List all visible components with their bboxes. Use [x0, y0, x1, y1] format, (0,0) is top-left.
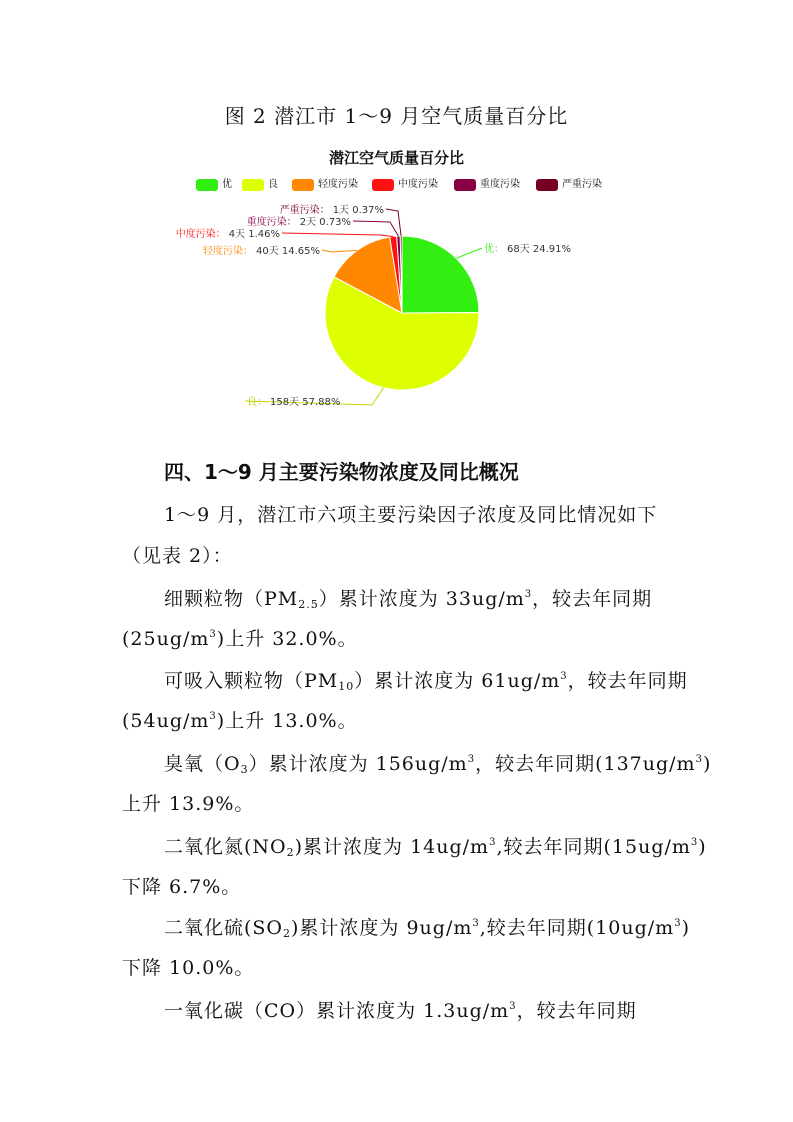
legend-label-light-pollution: 轻度污染: [318, 179, 358, 190]
legend-label-heavy-pollution: 重度污染: [480, 179, 520, 190]
pm10-mid: ）累计浓度为 61ug/m: [354, 670, 561, 692]
no2-superscript: 3: [489, 837, 497, 848]
so2-line-1: [164, 913, 726, 940]
data-label-severe-pollution: [280, 203, 384, 216]
data-label-value-moderate-pollution: 4天 1.46%: [228, 229, 280, 240]
so2-subscript: 2: [283, 927, 292, 940]
pm25-superscript: 3: [524, 589, 533, 600]
so2-superscript-2: 3: [674, 918, 682, 929]
legend-swatch-moderate-pollution: [372, 179, 394, 191]
pm25-line2-post: )上升 32.0%。: [216, 628, 358, 650]
pm10-line-2: [122, 706, 684, 733]
pm25-subscript: 2.5: [298, 598, 319, 611]
pm10-line2-pre: (54ug/m: [122, 710, 210, 732]
pm25-line-1: [164, 584, 726, 611]
data-label-value-good: 158天 57.88%: [270, 397, 341, 408]
data-label-value-severe-pollution: 1天 0.37%: [332, 205, 384, 216]
chart-title: 潜江空气质量百分比: [328, 149, 464, 167]
legend-item-moderate-pollution[interactable]: [372, 177, 438, 193]
legend-item-severe-pollution[interactable]: [536, 177, 602, 193]
pm10-pre: 可吸入颗粒物（PM: [164, 670, 339, 692]
legend-item-heavy-pollution[interactable]: [454, 177, 520, 193]
no2-line-2: 下降 6.7%。: [122, 876, 242, 898]
so2-pre: 二氧化硫(SO: [164, 917, 284, 939]
o3-line-2: 上升 13.9%。: [122, 793, 255, 815]
o3-post-2: ): [702, 753, 712, 775]
pm25-pre: 细颗粒物（PM: [164, 588, 299, 610]
figure-caption: 图 2 潜江市 1～9 月空气质量百分比: [224, 104, 569, 128]
no2-superscript-2: 3: [690, 837, 699, 848]
data-label-light-pollution: [203, 244, 320, 257]
legend-swatch-excellent: [196, 179, 218, 191]
data-label-category-good: 良：: [247, 397, 267, 408]
so2-superscript: 3: [472, 918, 480, 929]
pm25-line2-pre: (25ug/m: [122, 628, 210, 650]
co-superscript: 3: [509, 1001, 517, 1012]
legend-swatch-light-pollution: [292, 179, 314, 191]
data-label-excellent: [484, 242, 571, 255]
pm10-post: ，较去年同期: [567, 670, 688, 692]
section-heading: 四、1～9 月主要污染物浓度及同比概况: [164, 460, 519, 484]
leader-line-heavy-pollution: [353, 221, 398, 236]
data-label-value-excellent: 68天 24.91%: [507, 244, 572, 255]
so2-mid: )累计浓度为 9ug/m: [291, 917, 473, 939]
pie-slices: [325, 236, 479, 390]
pm10-line2-post: )上升 13.0%。: [216, 710, 358, 732]
so2-post-2: ): [681, 917, 690, 939]
co-line-1: [164, 996, 726, 1023]
o3-line-1: [164, 749, 726, 776]
legend-swatch-heavy-pollution: [454, 179, 476, 191]
legend-label-good: 良: [268, 179, 278, 190]
intro-line-1: 1～9 月，潜江市六项主要污染因子浓度及同比情况如下: [164, 504, 658, 526]
legend-swatch-good: [242, 179, 264, 191]
data-label-category-severe-pollution: 严重污染：: [279, 205, 330, 216]
o3-pre: 臭氧（O: [164, 753, 241, 775]
o3-superscript-2: 3: [695, 754, 703, 765]
co-pre: 一氧化碳（CO）累计浓度为 1.3ug/m: [164, 1000, 510, 1022]
pm25-mid: ）累计浓度为 33ug/m: [318, 588, 525, 610]
data-label-moderate-pollution: [176, 227, 280, 240]
legend-label-excellent: 优: [222, 179, 232, 190]
no2-pre: 二氧化氮(NO: [164, 836, 287, 858]
no2-post: ,较去年同期(15ug/m: [496, 836, 691, 858]
intro-line-2: （见表 2）：: [122, 545, 233, 567]
no2-post-2: ): [698, 836, 707, 858]
pie-chart: [0, 195, 793, 420]
legend-item-light-pollution[interactable]: [292, 177, 358, 193]
pm25-post: ，较去年同期: [532, 588, 653, 610]
legend-swatch-severe-pollution: [536, 179, 558, 191]
data-label-category-excellent: 优：: [484, 244, 504, 255]
data-label-category-light-pollution: 轻度污染：: [202, 246, 253, 257]
chart-legend[interactable]: [196, 177, 636, 193]
pm25-line-2: [122, 624, 684, 651]
so2-line-2: 下降 10.0%。: [122, 957, 255, 979]
data-label-value-light-pollution: 40天 14.65%: [255, 246, 320, 257]
leader-line-light-pollution: [322, 250, 357, 252]
co-post: ，较去年同期: [516, 1000, 637, 1022]
data-label-good: [247, 395, 340, 408]
leader-line-moderate-pollution: [282, 233, 393, 237]
pm25-line2-superscript: 3: [209, 629, 217, 640]
no2-line-1: [164, 832, 726, 859]
pm10-line2-superscript: 3: [209, 711, 217, 722]
legend-label-moderate-pollution: 中度污染: [398, 179, 438, 190]
no2-subscript: 2: [286, 846, 295, 859]
no2-mid: )累计浓度为 14ug/m: [294, 836, 490, 858]
o3-subscript: 3: [240, 763, 249, 776]
o3-superscript: 3: [467, 754, 476, 765]
pm10-line-1: [164, 666, 726, 693]
pie-slice-excellent[interactable]: [402, 236, 479, 313]
data-label-heavy-pollution: [247, 215, 351, 228]
o3-post: ，较去年同期(137ug/m: [475, 753, 696, 775]
leader-line-severe-pollution: [386, 209, 401, 236]
legend-item-excellent[interactable]: [196, 177, 232, 193]
pm10-subscript: 10: [338, 680, 355, 693]
data-label-value-heavy-pollution: 2天 0.73%: [299, 217, 351, 228]
leader-line-excellent: [456, 248, 482, 258]
so2-post: ,较去年同期(10ug/m: [479, 917, 675, 939]
data-label-category-moderate-pollution: 中度污染：: [175, 229, 226, 240]
pm10-superscript: 3: [560, 671, 568, 682]
legend-item-good[interactable]: [242, 177, 278, 193]
data-label-category-heavy-pollution: 重度污染：: [246, 217, 297, 228]
legend-label-severe-pollution: 严重污染: [562, 179, 602, 190]
o3-mid: ）累计浓度为 156ug/m: [248, 753, 468, 775]
